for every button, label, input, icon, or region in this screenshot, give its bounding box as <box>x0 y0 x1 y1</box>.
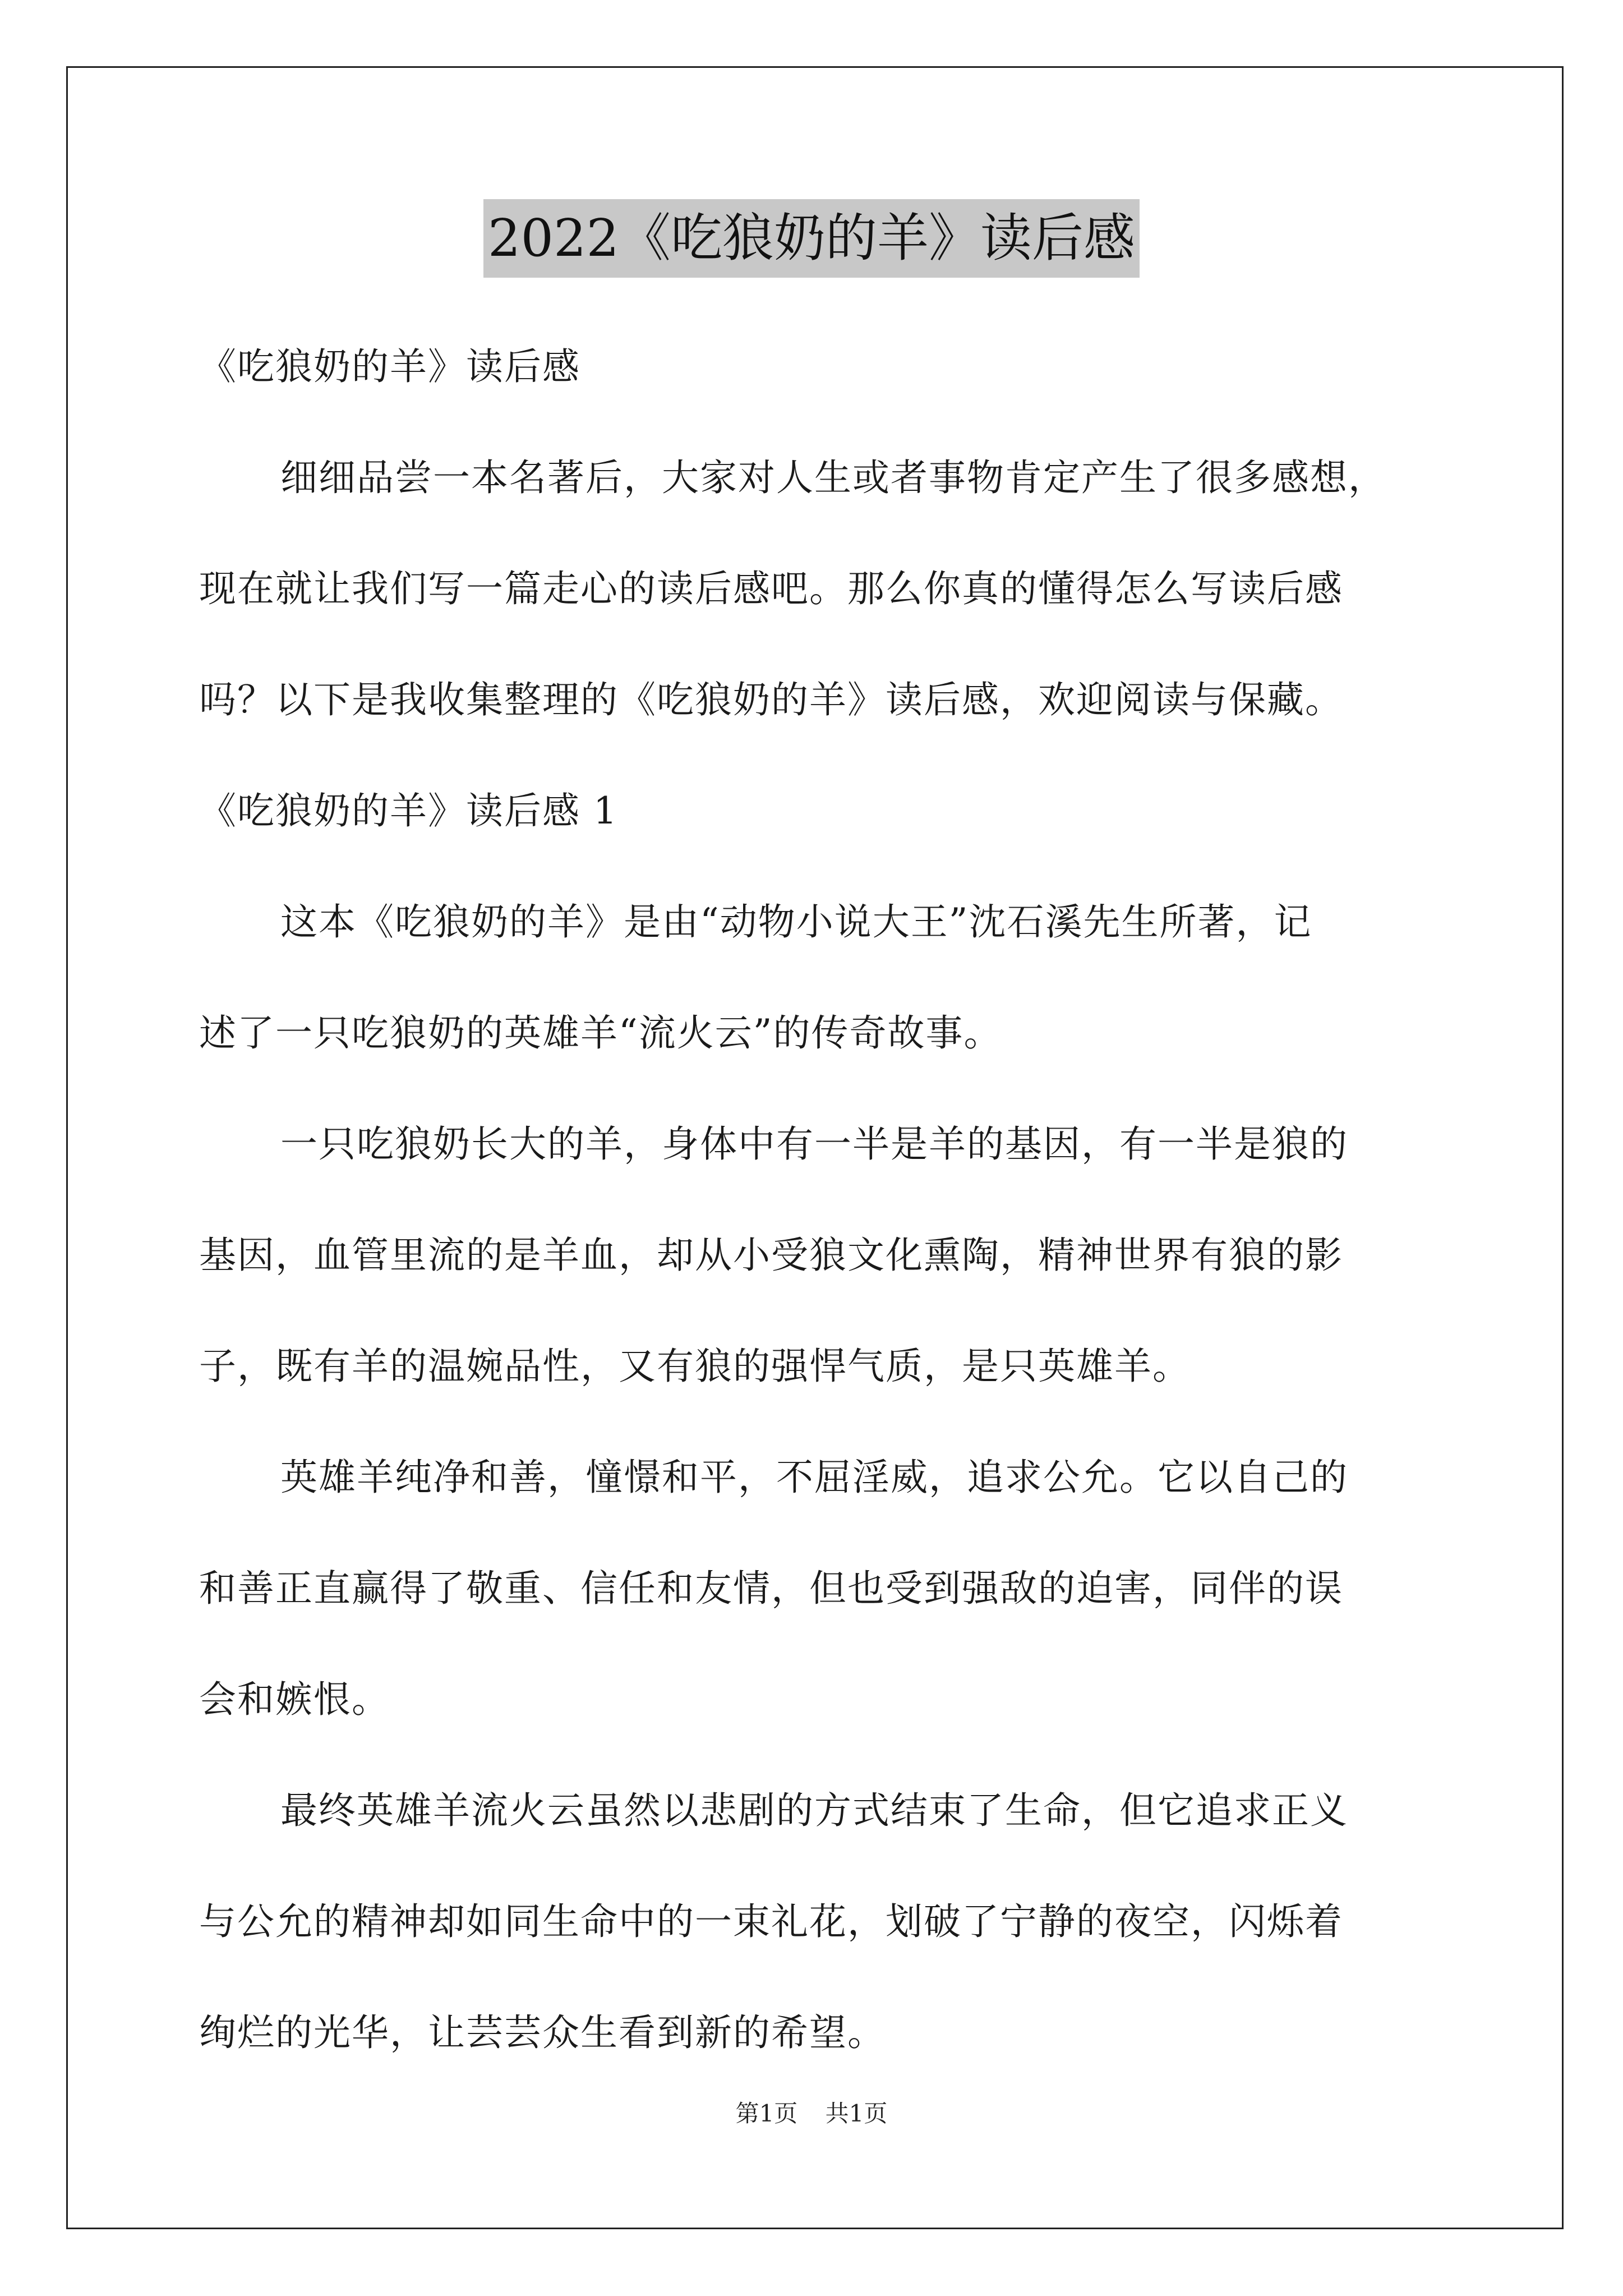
paragraph-line: 绚烂的光华，让芸芸众生看到新的希望。 <box>199 2011 886 2054</box>
title-container <box>0 199 1623 278</box>
paragraph-line: 最终英雄羊流火云虽然以悲剧的方式结束了生命，但它追求正义 <box>280 1789 1348 1832</box>
paragraph-line: 与公允的精神却如同生命中的一束礼花，划破了宁静的夜空，闪烁着 <box>199 1900 1343 1943</box>
paragraph-line: 基因，血管里流的是羊血，却从小受狼文化熏陶，精神世界有狼的影 <box>199 1234 1343 1277</box>
document-title: 2022《吃狼奶的羊》读后感 <box>483 199 1140 278</box>
paragraph-line: 一只吃狼奶长大的羊，身体中有一半是羊的基因，有一半是狼的 <box>280 1122 1348 1166</box>
paragraph-line: 吗？以下是我收集整理的《吃狼奶的羊》读后感，欢迎阅读与保藏。 <box>199 678 1343 721</box>
section-heading: 《吃狼奶的羊》读后感 1 <box>199 789 618 832</box>
paragraph-line: 英雄羊纯净和善，憧憬和平，不屈淫威，追求公允。它以自己的 <box>280 1456 1348 1499</box>
section-heading: 《吃狼奶的羊》读后感 <box>199 345 580 388</box>
page-number-total: 共1页 <box>825 2100 888 2127</box>
document-body <box>199 311 1433 2088</box>
paragraph-line: 和善正直赢得了敬重、信任和友情，但也受到强敌的迫害，同伴的误 <box>199 1567 1343 1610</box>
paragraph-line: 这本《吃狼奶的羊》是由“动物小说大王”沈石溪先生所著，记 <box>280 900 1312 944</box>
paragraph-line: 现在就让我们写一篇走心的读后感吧。那么你真的懂得怎么写读后感 <box>199 567 1343 610</box>
page-number-current: 第1页 <box>735 2100 798 2127</box>
page-footer <box>0 2095 1623 2129</box>
paragraph-line: 述了一只吃狼奶的英雄羊“流火云”的传奇故事。 <box>199 1011 1002 1055</box>
paragraph-line: 会和嫉恨。 <box>199 1678 390 1721</box>
paragraph-line: 子，既有羊的温婉品性，又有狼的强悍气质，是只英雄羊。 <box>199 1345 1191 1388</box>
paragraph-line: 细细品尝一本名著后，大家对人生或者事物肯定产生了很多感想， <box>280 456 1386 499</box>
